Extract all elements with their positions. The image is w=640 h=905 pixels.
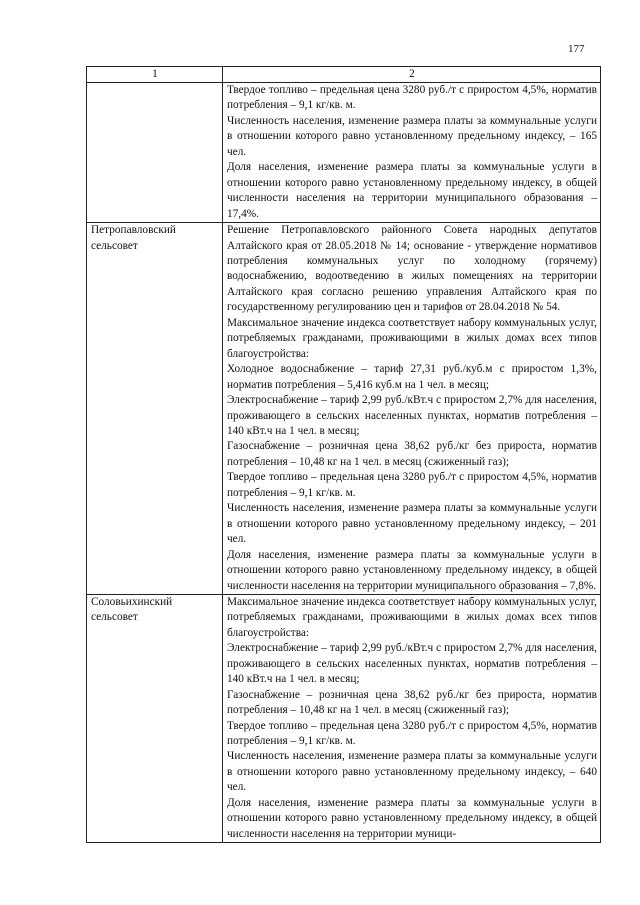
table-row <box>87 594 601 842</box>
paragraph: Твердое топливо – предельная цена 3280 руб./т с приростом 4,5%, норматив потребления – 9,1 кг/кв. м. <box>227 719 597 748</box>
municipality-cell <box>87 83 223 223</box>
paragraph: Доля населения, изменение размера платы за коммунальные услуги в отношении которого равно установленному предельному индексу, в общей численности населения на территории муниципального образования – 7,8%. <box>227 548 597 592</box>
content-cell <box>223 223 601 595</box>
paragraph: Численность населения, изменение размера платы за коммунальные услуги в отношении которого равно установленному предельному индексу, – 165 чел. <box>227 114 597 158</box>
page-number: 177 <box>568 43 585 55</box>
municipal-index-table <box>86 66 601 843</box>
paragraph: Твердое топливо – предельная цена 3280 руб./т с приростом 4,5%, норматив потребления – 9,1 кг/кв. м. <box>227 471 597 499</box>
paragraph: Газоснабжение – розничная цена 38,62 руб./кг без прироста, норматив потребления – 10,48 кг на 1 чел. в месяц (сжиженный газ); <box>227 440 597 468</box>
content-cell <box>223 83 601 223</box>
municipality-cell: Петропавловский сельсовет <box>87 223 223 595</box>
column-header-2: 2 <box>223 67 601 83</box>
paragraph: Холодное водоснабжение – тариф 27,31 руб./куб.м с приростом 1,3%, норматив потребления – 5,416 куб.м на 1 чел. в месяц; <box>227 363 597 391</box>
table-row <box>87 83 601 223</box>
table-header-row <box>87 67 601 83</box>
paragraph: Численность населения, изменение размера платы за коммунальные услуги в отношении которого равно установленному предельному индексу, – 640 чел. <box>227 750 597 794</box>
column-header-1: 1 <box>87 67 223 83</box>
paragraph: Максимальное значение индекса соответствует набору коммунальных услуг, потребляемых гражданами, проживающими в жилых домах всех типов благоустройства: <box>227 595 597 639</box>
paragraph: Газоснабжение – розничная цена 38,62 руб./кг без прироста, норматив потребления – 10,48 кг на 1 чел. в месяц (сжиженный газ); <box>227 688 597 717</box>
paragraph: Численность населения, изменение размера платы за коммунальные услуги в отношении которого равно установленному предельному индексу, – 201 чел. <box>227 502 597 546</box>
table-row <box>87 223 601 595</box>
municipality-cell: Соловьихинский сельсовет <box>87 594 223 842</box>
paragraph: Доля населения, изменение размера платы за коммунальные услуги в отношении которого равно установленному предельному индексу, в общей численности населения на территории муници- <box>227 796 597 840</box>
content-cell <box>223 594 601 842</box>
paragraph: Электроснабжение – тариф 2,99 руб./кВт.ч с приростом 2,7% для населения, проживающего в сельских населенных пунктах, норматив потребления – 140 кВт.ч на 1 чел. в месяц; <box>227 642 597 686</box>
paragraph: Решение Петропавловского районного Совета народных депутатов Алтайского края от 28.05.2018 № 14; основание - утверждение нормативов потребления коммунальных услуг по холодному (горячему) водоснабжению, водоотведению в жилых помещениях на территории Алтайского края согласно решению управления Алтайского края по государственному регулированию цен и тарифов от 28.04.2018 № 54. <box>227 224 597 314</box>
paragraph: Электроснабжение – тариф 2,99 руб./кВт.ч с приростом 2,7% для населения, проживающего в сельских населенных пунктах, норматив потребления – 140 кВт.ч на 1 чел. в месяц; <box>227 394 597 437</box>
paragraph: Максимальное значение индекса соответствует набору коммунальных услуг, потребляемых гражданами, проживающими в жилых домах всех типов благоустройства: <box>227 316 597 360</box>
paragraph: Твердое топливо – предельная цена 3280 руб./т с приростом 4,5%, норматив потребления – 9,1 кг/кв. м. <box>227 84 597 112</box>
paragraph: Доля населения, изменение размера платы за коммунальные услуги в отношении которого равно установленному предельному индексу, в общей численности населения на территории муниципального образования – 17,4%. <box>227 161 597 220</box>
